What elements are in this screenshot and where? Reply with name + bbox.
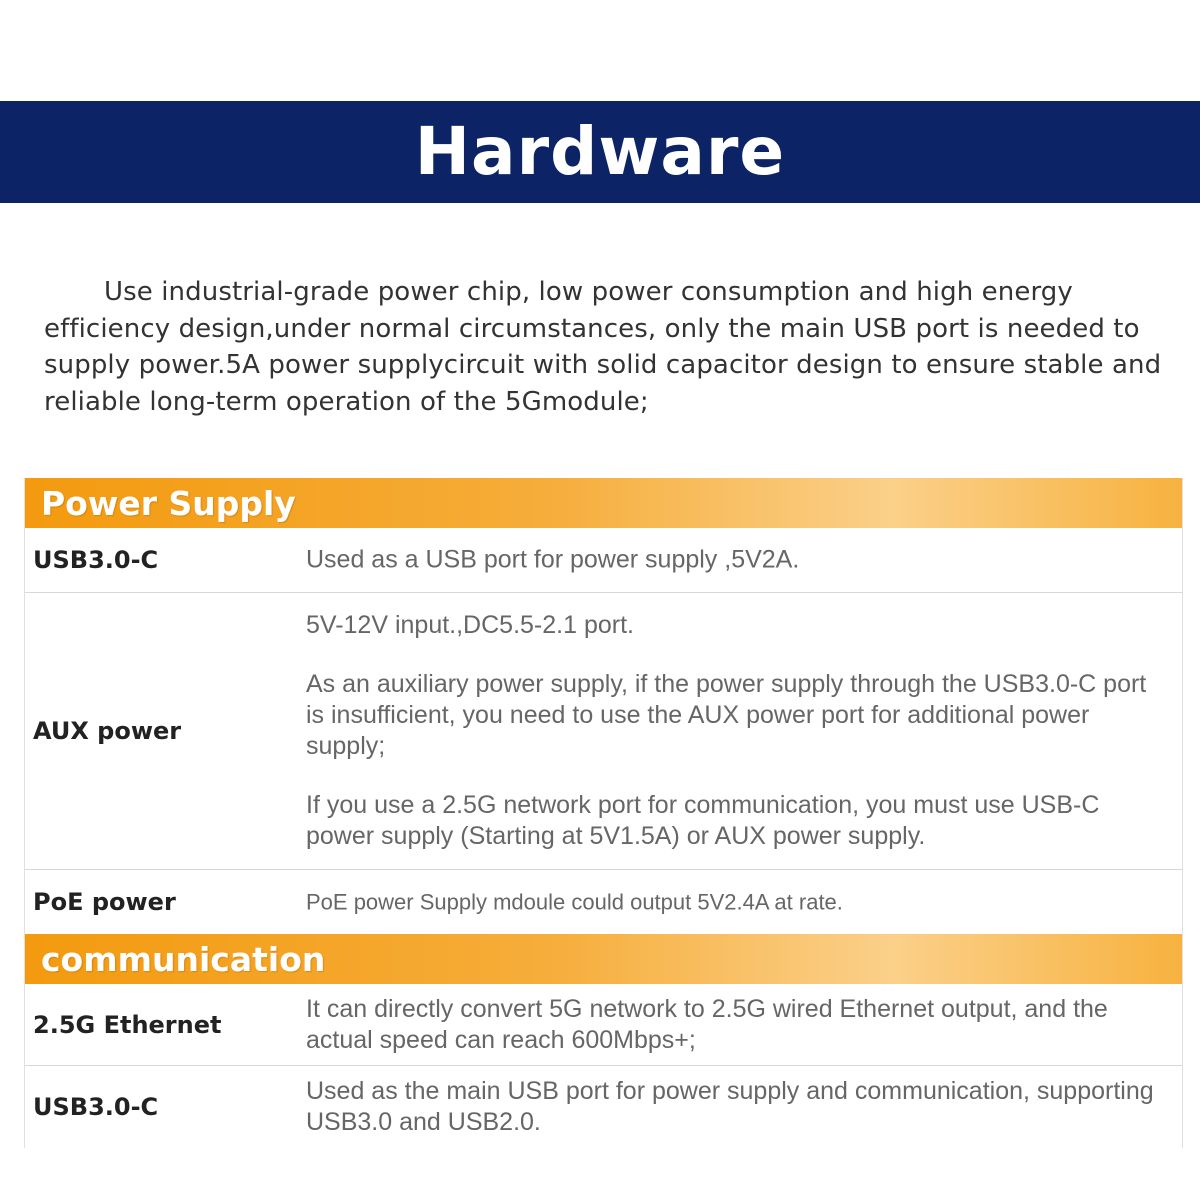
row-label: PoE power xyxy=(33,888,176,916)
description-text: 5V-12V input.,DC5.5-2.1 port. xyxy=(306,611,634,639)
section-title: Power Supply xyxy=(41,483,296,523)
row-label: AUX power xyxy=(33,717,182,745)
description-text: As an auxiliary power supply, if the power supply through the USB3.0-C port is insufficient, you need to use the AUX power port for additional power supply; xyxy=(306,670,1147,760)
description-text: Used as the main USB port for power supply and communication, supporting USB3.0 and USB2.0. xyxy=(306,1077,1154,1136)
description-text: PoE power Supply mdoule could output 5V2.4A at rate. xyxy=(306,889,843,915)
row-description xyxy=(306,994,1162,1056)
row-label: USB3.0-C xyxy=(33,1093,159,1121)
row-label: 2.5G Ethernet xyxy=(33,1010,222,1039)
table-row xyxy=(25,870,1182,934)
row-description xyxy=(306,887,1162,918)
table-row xyxy=(25,593,1182,870)
table-row xyxy=(25,984,1182,1066)
row-label: USB3.0-C xyxy=(33,546,159,574)
section-header-power-supply xyxy=(25,478,1182,528)
header-banner xyxy=(0,101,1200,203)
section-title: communication xyxy=(41,939,326,979)
table-row xyxy=(25,1066,1182,1148)
section-header-communication xyxy=(25,934,1182,984)
spec-table xyxy=(24,478,1183,1148)
page-title: Hardware xyxy=(414,113,786,190)
description-text: If you use a 2.5G network port for communication, you must use USB-C power supply (Starting at 5V1.5A) or AUX power supply. xyxy=(306,791,1100,850)
table-row xyxy=(25,528,1182,593)
row-description xyxy=(306,610,1162,852)
description-text: Used as a USB port for power supply ,5V2A. xyxy=(306,545,800,574)
row-description xyxy=(306,545,1162,576)
row-description xyxy=(306,1076,1162,1138)
intro-paragraph: Use industrial-grade power chip, low power consumption and high energy efficiency design,under normal circumstances, only the main USB port is needed to supply power.5A power supplycircuit with solid capacitor design to ensure stable and reliable long-term operation of the 5Gmodule; xyxy=(44,277,1162,417)
description-text: It can directly convert 5G network to 2.5G wired Ethernet output, and the actual speed can reach 600Mbps+; xyxy=(306,994,1108,1054)
